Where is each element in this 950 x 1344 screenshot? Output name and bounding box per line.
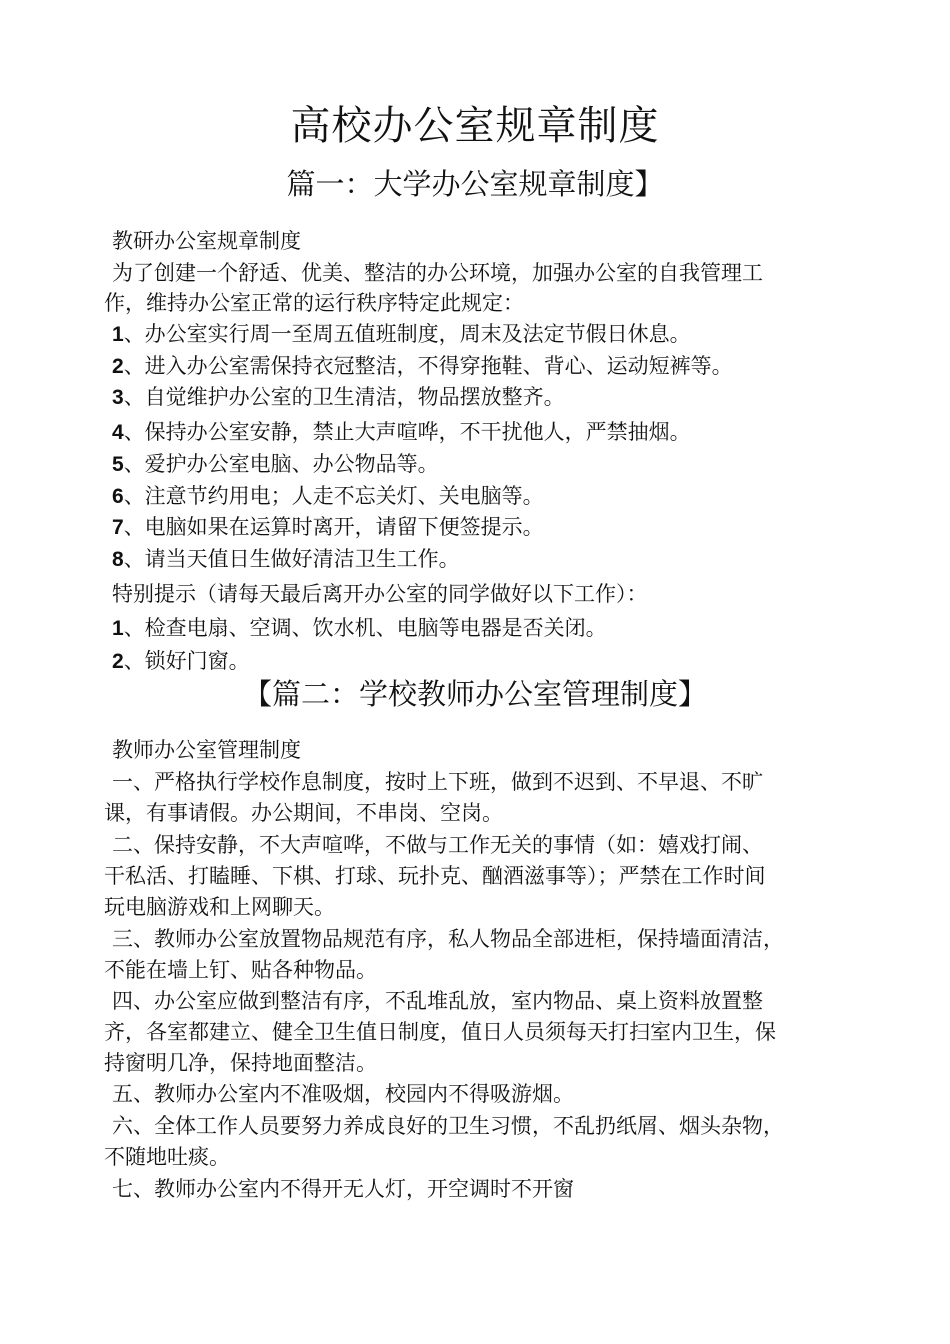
rule-number: 4 <box>112 421 124 444</box>
section2-line: 五、教师办公室内不准吸烟，校园内不得吸游烟。 <box>112 1082 574 1106</box>
section2-line: 课，有事请假。办公期间，不串岗、空岗。 <box>104 801 503 825</box>
rule-item <box>104 543 864 576</box>
section2-line: 齐，各室都建立、健全卫生值日制度，值日人员须每天打扫室内卫生，保 <box>104 1020 776 1044</box>
section1-intro-line: 为了创建一个舒适、优美、整洁的办公环境，加强办公室的自我管理工 <box>112 261 763 285</box>
rule-text: 、请当天值日生做好清洁卫生工作。 <box>123 547 460 571</box>
rule-item <box>104 511 864 544</box>
rule-number: 2 <box>112 355 124 378</box>
section2-line: 不能在墙上钉、贴各种物品。 <box>104 958 377 982</box>
special-item-number: 2 <box>112 650 124 673</box>
section2-line: 四、办公室应做到整洁有序，不乱堆乱放，室内物品、桌上资料放置整 <box>112 989 763 1013</box>
rule-text: 、办公室实行周一至周五值班制度，周末及法定节假日休息。 <box>123 322 691 346</box>
rule-item <box>104 416 864 449</box>
rule-item <box>104 350 864 383</box>
rule-number: 7 <box>112 516 124 539</box>
section2-heading: 【篇二：学校教师办公室管理制度】 <box>242 677 707 711</box>
rule-item <box>104 318 864 351</box>
section2-line: 二、保持安静，不大声喧哗，不做与工作无关的事情（如：嬉戏打闹、 <box>112 833 763 857</box>
section1-subtitle: 教研办公室规章制度 <box>112 229 301 253</box>
rule-text: 、保持办公室安静，禁止大声喧哗，不干扰他人，严禁抽烟。 <box>123 420 691 444</box>
special-item-number: 1 <box>112 617 124 640</box>
rule-text: 、注意节约用电；人走不忘关灯、关电脑等。 <box>123 484 544 508</box>
special-item-text: 、锁好门窗。 <box>123 649 250 673</box>
special-note: 特别提示（请每天最后离开办公室的同学做好以下工作）： <box>112 582 648 606</box>
section1-intro-line: 作，维持办公室正常的运行秩序特定此规定： <box>104 291 524 315</box>
rule-number: 6 <box>112 485 124 508</box>
rule-number: 8 <box>112 548 124 571</box>
rule-item <box>104 381 864 414</box>
rule-item <box>104 448 864 481</box>
section2-subtitle: 教师办公室管理制度 <box>112 738 301 762</box>
rule-text: 、进入办公室需保持衣冠整洁，不得穿拖鞋、背心、运动短裤等。 <box>123 354 733 378</box>
rule-text: 、电脑如果在运算时离开，请留下便签提示。 <box>123 515 544 539</box>
special-item-text: 、检查电扇、空调、饮水机、电脑等电器是否关闭。 <box>123 616 607 640</box>
section2-line: 七、教师办公室内不得开无人灯，开空调时不开窗 <box>112 1177 574 1201</box>
special-item <box>104 612 864 645</box>
document-title: 高校办公室规章制度 <box>290 103 660 149</box>
rule-number: 3 <box>112 386 124 409</box>
section2-line: 玩电脑游戏和上网聊天。 <box>104 895 335 919</box>
section2-line: 三、教师办公室放置物品规范有序，私人物品全部进柜，保持墙面清洁， <box>112 927 784 951</box>
rule-text: 、爱护办公室电脑、办公物品等。 <box>123 452 439 476</box>
rule-text: 、自觉维护办公室的卫生清洁，物品摆放整齐。 <box>123 385 565 409</box>
section2-line: 一、严格执行学校作息制度，按时上下班，做到不迟到、不早退、不旷 <box>112 770 763 794</box>
section2-line: 六、全体工作人员要努力养成良好的卫生习惯，不乱扔纸屑、烟头杂物， <box>112 1114 784 1138</box>
rule-item <box>104 480 864 513</box>
section2-line: 干私活、打瞌睡、下棋、打球、玩扑克、酗酒滋事等）；严禁在工作时间 <box>104 864 766 888</box>
section2-line: 不随地吐痰。 <box>104 1145 230 1169</box>
rule-number: 1 <box>112 323 124 346</box>
rule-number: 5 <box>112 453 124 476</box>
section1-heading: 篇一：大学办公室规章制度】 <box>286 167 664 201</box>
section2-line: 持窗明几净，保持地面整洁。 <box>104 1051 377 1075</box>
